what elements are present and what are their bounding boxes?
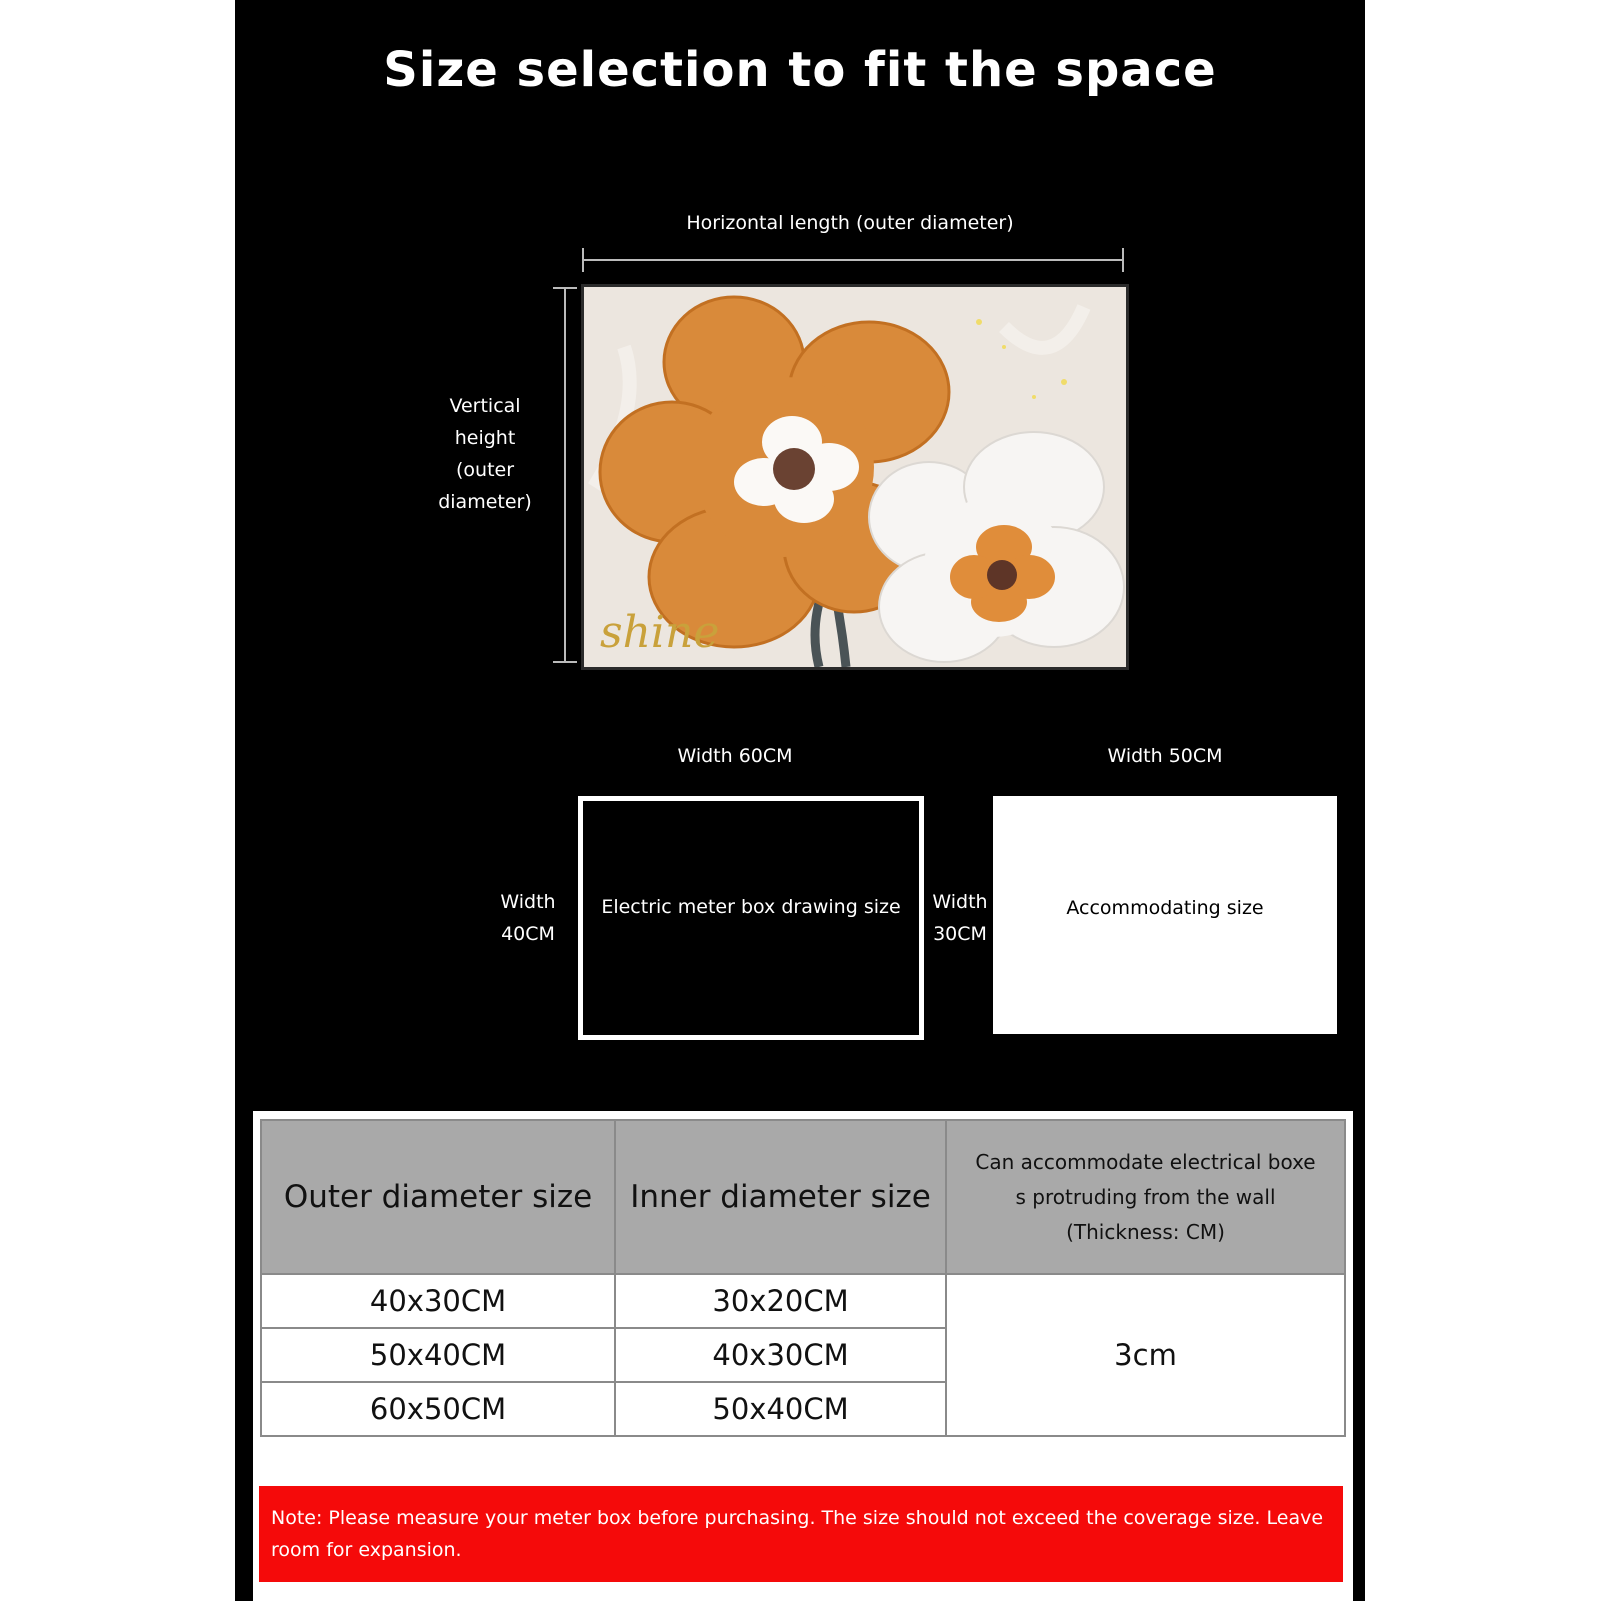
box-left-width-label: Width 60CM <box>677 745 793 767</box>
outer-size-cell: 60x50CM <box>261 1382 615 1436</box>
purchase-note-banner: Note: Please measure your meter box before purchasing. The size should not exceed the coverage size. Leave room for expansion. <box>259 1486 1343 1582</box>
thickness-value-cell: 3cm <box>946 1274 1345 1436</box>
vertical-dimension-line <box>564 287 566 663</box>
horizontal-dimension-line <box>582 259 1124 261</box>
inner-size-cell: 40x30CM <box>615 1328 946 1382</box>
page-title: Size selection to fit the space <box>383 42 1217 98</box>
shine-script-text: shine <box>600 607 720 658</box>
inner-size-cell: 50x40CM <box>615 1382 946 1436</box>
header-outer-diameter: Outer diameter size <box>261 1120 615 1274</box>
meter-box-drawing <box>578 796 924 1040</box>
outer-size-cell: 50x40CM <box>261 1328 615 1382</box>
meter-box-drawing-label: Electric meter box drawing size <box>601 896 901 918</box>
vertical-height-label: Vertical height (outer diameter) <box>438 395 532 513</box>
vertical-tick-bottom <box>553 661 577 663</box>
header-inner-diameter: Inner diameter size <box>615 1120 946 1274</box>
table-header-row <box>261 1120 1345 1274</box>
horizontal-tick-right <box>1122 248 1124 272</box>
horizontal-length-label: Horizontal length (outer diameter) <box>686 212 1014 234</box>
header-thickness: Can accommodate electrical boxe s protruding from the wall (Thickness: CM) <box>946 1120 1345 1274</box>
inner-size-cell: 30x20CM <box>615 1274 946 1328</box>
size-table <box>260 1119 1346 1437</box>
horizontal-tick-left <box>582 248 584 272</box>
box-right-height-label: Width 30CM <box>932 891 988 945</box>
outer-size-cell: 40x30CM <box>261 1274 615 1328</box>
box-right-width-label: Width 50CM <box>1107 745 1223 767</box>
accommodating-size-box <box>993 796 1337 1034</box>
accommodating-size-label: Accommodating size <box>1066 897 1264 919</box>
vertical-tick-top <box>553 287 577 289</box>
box-left-height-label: Width 40CM <box>500 891 556 945</box>
flower-painting-image <box>581 284 1129 670</box>
table-row <box>261 1274 1345 1328</box>
